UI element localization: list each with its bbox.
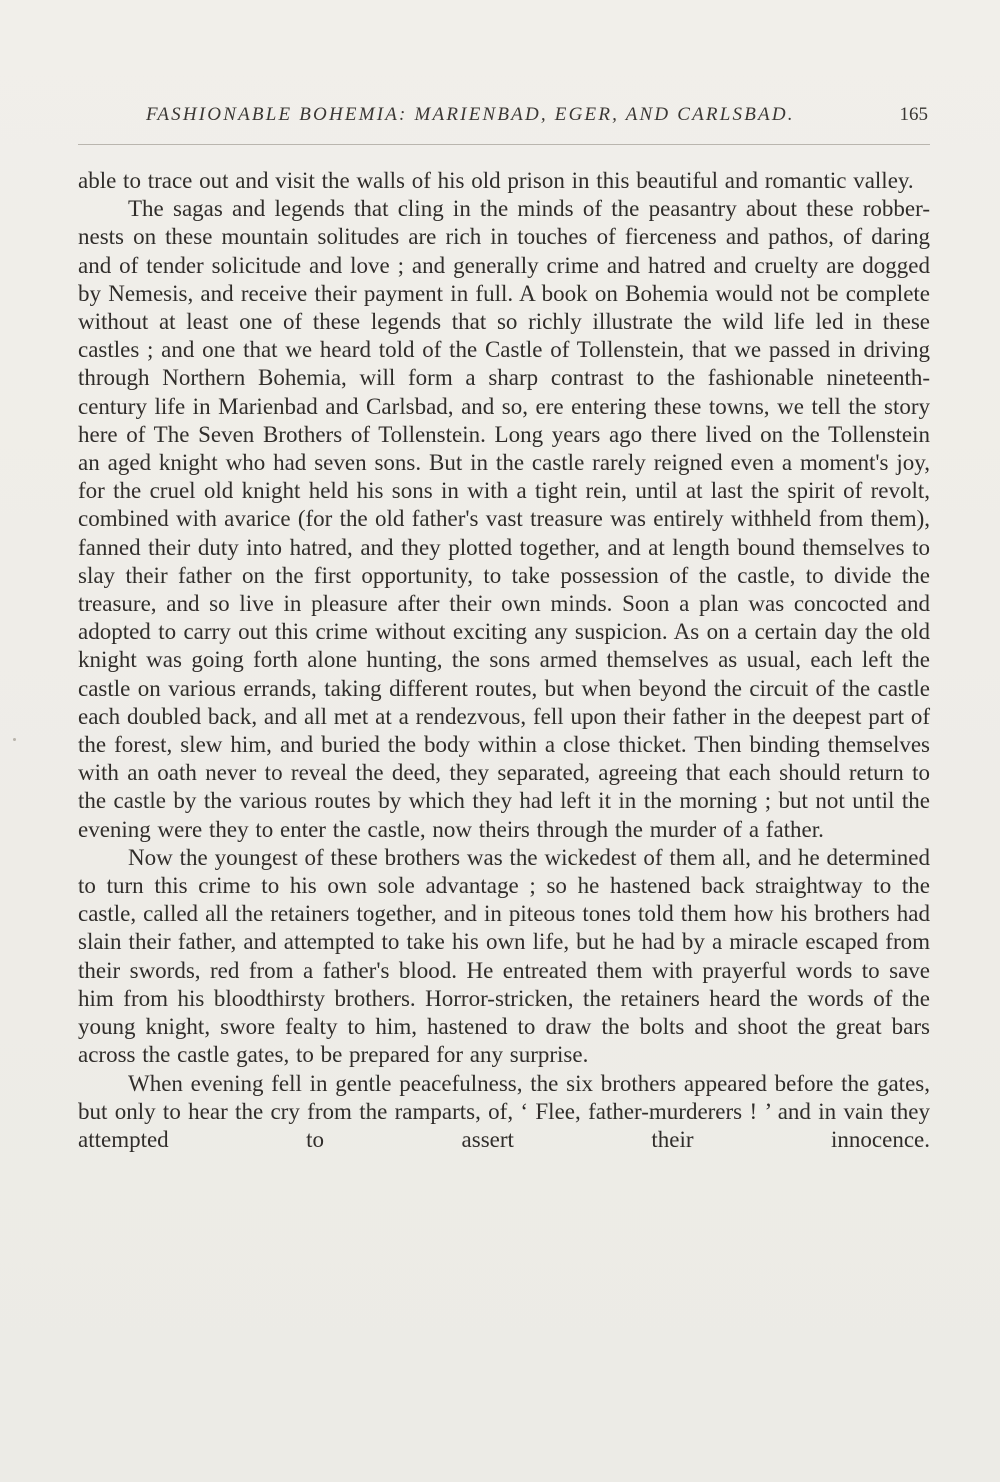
paragraph-evening-fell: When evening fell in gentle peacefulness, the six brothers appeared before the gates, but only to hear the cry from the ramparts, of, ‘ Flee, father-murderers ! ’ and in vain they attempted to assert their innocence. [78, 1070, 930, 1152]
running-header [78, 104, 930, 134]
paragraph-youngest-brother: Now the youngest of these brothers was the wickedest of them all, and he determined to turn this crime to his own sole advantage ; so he hastened back straightway to the castle, called all the retainers together, and in piteous tones told them how his brothers had slain their father, and attempted to take his own life, but he had by a miracle escaped from their swords, red from a father's blood. He entreated them with prayerful words to save him from his bloodthirsty brothers. Horror-stricken, the retainers heard the words of the young knight, swore fealty to him, hastened to draw the bolts and shoot the great bars across the castle gates, to be prepared for any surprise. [78, 844, 930, 1068]
paragraph-sagas-and-legends: The sagas and legends that cling in the minds of the peasantry about these robber-nests on these mountain solitudes are rich in touches of fierceness and pathos, of daring and of tender solicitude and love ; and generally crime and hatred and cruelty are dogged by Nemesis, and receive their payment in full. A book on Bohemia would not be complete without at least one of these legends that so richly illustrate the wild life led in these castles ; and one that we heard told of the Castle of Tollenstein, that we passed in driving through Northern Bohemia, will form a sharp contrast to the fashionable nineteenth-century life in Marienbad and Carlsbad, and so, ere entering these towns, we tell the story here of The Seven Brothers of Tollenstein. Long years ago there lived on the Tollenstein an aged knight who had seven sons. But in the castle rarely reigned even a moment's joy, for the cruel old knight held his sons in with a tight rein, until at last the spirit of revolt, combined with avarice (for the old father's vast treasure was entirely withheld from them), fanned their duty into hatred, and they plotted together, and at length bound themselves to slay their father on the first opportunity, to take possession of the castle, to divide the treasure, and so live in pleasure after their own minds. Soon a plan was concocted and adopted to carry out this crime without exciting any suspicion. As on a certain day the old knight was going forth alone hunting, the sons armed themselves as usual, each left the castle on various errands, taking different routes, but when beyond the circuit of the castle each doubled back, and all met at a rendezvous, fell upon their father in the deepest part of the forest, slew him, and buried the body within a close thicket. Then binding themselves with an oath never to reveal the deed, they separated, agreeing that each should return to the castle by the various routes by which they had left it in the morning ; but not until the evening were they to enter the castle, now theirs through the murder of a father. [78, 196, 930, 842]
body-text [78, 167, 930, 1154]
page-number: 165 [899, 104, 928, 125]
paper-speck [13, 738, 16, 741]
paragraph-continuation: able to trace out and visit the walls of his old prison in this beautiful and romantic valley. [78, 168, 914, 193]
header-divider [78, 144, 930, 145]
running-title: FASHIONABLE BOHEMIA: MARIENBAD, EGER, AND CARLSBAD. [146, 104, 795, 125]
